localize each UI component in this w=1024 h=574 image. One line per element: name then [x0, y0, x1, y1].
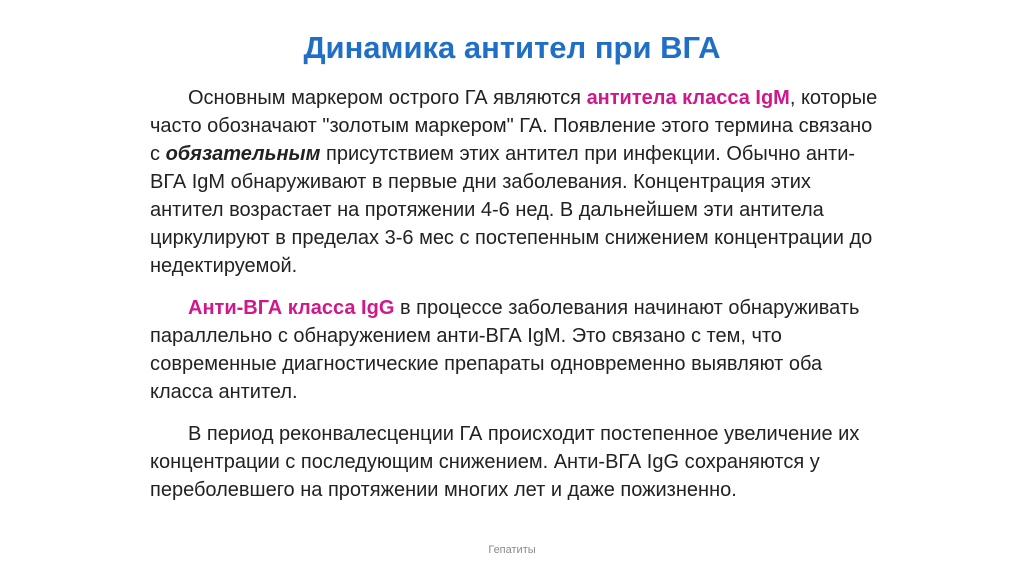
slide-body [150, 84, 880, 504]
paragraph-igm [150, 84, 880, 280]
paragraph-convalescence [150, 420, 880, 504]
paragraph-text: Основным маркером острого ГА являются [188, 87, 587, 109]
paragraph-igg [150, 294, 880, 406]
highlight-igg: Анти-ВГА класса IgG [188, 297, 395, 319]
highlight-igm: антитела класса IgM [586, 87, 790, 109]
slide-title: Динамика антител при ВГА [303, 30, 721, 65]
paragraph-text: В период реконвалесценции ГА происходит постепенное увеличение их концентрации с последующим снижением. Анти-ВГА IgG сохраняются у переболевшего на протяжении многих лет и даже пожизненно. [150, 423, 860, 501]
emphasis-mandatory: обязательным [165, 143, 321, 165]
paragraph-text: в процессе заболевания начинают обнаруживать параллельно с обнаружением анти-ВГА IgM. Это связано с тем, что современные диагностические препараты одновременно выявляют оба класса антител. [150, 297, 860, 403]
slide-footer: Гепатиты [488, 544, 536, 556]
paragraph-text: присутствием этих антител при инфекции. Обычно анти-ВГА IgM обнаруживают в первые дни заболевания. Концентрация этих антител возрастает на протяжении 4-6 нед. В дальнейшем эти антитела циркулируют в пределах 3-6 мес с постепенным снижением концентрации до недектируемой. [150, 143, 873, 277]
paragraph-text: , которые часто обозначают "золотым маркером" ГА. Появление этого термина связано с [150, 87, 878, 165]
